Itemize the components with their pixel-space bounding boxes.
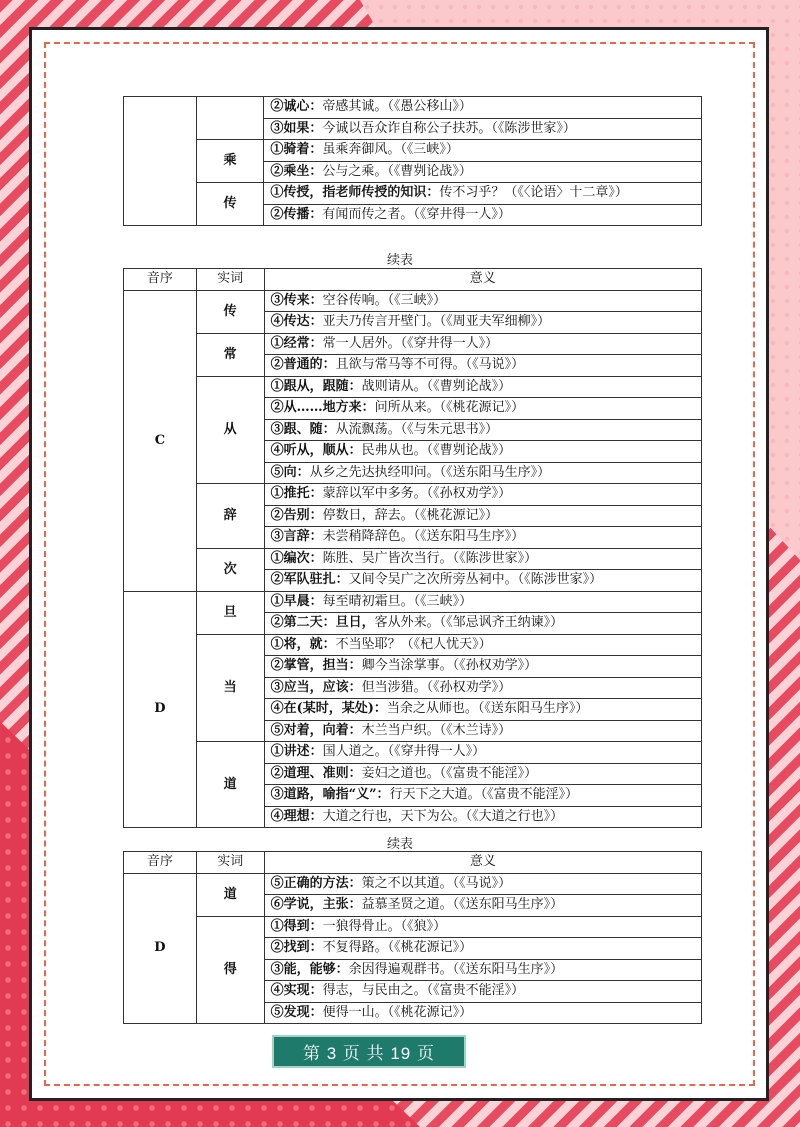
- meaning-example: 未尝稍降辞色。（《送东阳马生序》）: [322, 529, 525, 545]
- word-cell: 道: [196, 873, 264, 916]
- vocab-table-continued: [123, 96, 702, 226]
- meaning-label: ④理想：: [270, 808, 323, 824]
- meaning-cell: [264, 916, 701, 938]
- meaning-example: 陈胜、吴广皆次当行。（《陈涉世家》）: [322, 550, 538, 566]
- meaning-cell: [264, 699, 701, 721]
- meaning-label: ①推托：: [270, 486, 323, 502]
- meaning-cell: [264, 613, 701, 635]
- table-caption: 续表: [386, 837, 413, 852]
- meaning-cell: [264, 376, 701, 398]
- word-cell: 当: [196, 634, 264, 742]
- meaning-example: 当余之从师也。（《送东阳马生序》）: [386, 701, 589, 717]
- meaning-cell: [264, 505, 701, 527]
- table-row: [124, 140, 702, 162]
- meaning-label: ④传达：: [270, 314, 323, 330]
- meaning-cell: [264, 806, 701, 828]
- meaning-label: ①传授，指老师传授的知识：: [270, 185, 440, 201]
- meaning-example: 木兰当户织。（《木兰诗》）: [361, 722, 512, 738]
- meaning-label: ①早晨：: [270, 593, 323, 609]
- table-row: [124, 742, 702, 764]
- meaning-label: ④在(某时，某处)：: [270, 701, 387, 717]
- table-header-row: [124, 269, 702, 291]
- meaning-label: ⑤向：: [270, 464, 310, 480]
- meaning-cell: [264, 290, 701, 312]
- word-cell: 乘: [196, 140, 264, 183]
- meaning-label: ②告别：: [270, 507, 323, 523]
- meaning-example: 得志，与民由之。（《富贵不能淫》）: [322, 983, 525, 999]
- table-row: [124, 290, 702, 312]
- meaning-example: 大道之行也，天下为公。（《大道之行也》）: [322, 808, 564, 824]
- meaning-cell: [264, 591, 701, 613]
- meaning-label: ②军队驻扎：: [270, 572, 349, 588]
- meaning-cell: [264, 873, 701, 895]
- meaning-example: 常一人居外。（《穿井得一人》）: [322, 335, 499, 351]
- word-cell: 常: [196, 333, 264, 376]
- meaning-cell: [264, 959, 701, 981]
- meaning-example: 问所从来。（《桃花源记》）: [374, 400, 525, 416]
- meaning-cell: [264, 161, 702, 183]
- table-row: [124, 548, 702, 570]
- table-row: [124, 484, 702, 506]
- meaning-example: 今诚以吾众诈自称公子扶苏。（《陈涉世家》）: [322, 120, 576, 136]
- meaning-label: ②从……地方来：: [270, 400, 375, 416]
- meaning-cell: [264, 462, 701, 484]
- letter-cell: D: [124, 591, 197, 828]
- meaning-cell: [264, 570, 701, 592]
- meaning-example: 每至晴初霜旦。（《三峡》）: [322, 593, 473, 609]
- meaning-example: 传不习乎？（《〈论语〉十二章》）: [439, 185, 628, 201]
- meaning-example: 便得一山。（《桃花源记》）: [322, 1004, 473, 1020]
- header-shici: 实词: [196, 852, 264, 874]
- vocab-table-c-d: [123, 268, 702, 828]
- header-shici: 实词: [196, 269, 264, 291]
- meaning-cell: [264, 938, 701, 960]
- meaning-cell: [264, 720, 701, 742]
- table-row: [124, 97, 702, 119]
- meaning-label: ①编次：: [270, 550, 323, 566]
- word-cell: 辞: [196, 484, 264, 549]
- meaning-example: 行天下之大道。（《富贵不能淫》）: [389, 787, 579, 803]
- table-row: [124, 873, 702, 895]
- word-cell: 道: [196, 742, 264, 828]
- meaning-cell: [264, 548, 701, 570]
- meaning-example: 国人道之。（《穿井得一人》）: [322, 744, 486, 760]
- meaning-example: 蒙辞以军中多务。（《孙权劝学》）: [322, 486, 512, 502]
- meaning-cell: [264, 981, 701, 1003]
- meaning-cell: [264, 419, 701, 441]
- meaning-cell: [264, 204, 702, 226]
- header-yinxu: 音序: [124, 269, 197, 291]
- meaning-example: 空谷传响。（《三峡》）: [322, 292, 447, 308]
- meaning-label: ①将，就：: [270, 636, 336, 652]
- meaning-label: ③跟、随：: [270, 421, 336, 437]
- meaning-label: ⑤发现：: [270, 1004, 323, 1020]
- meaning-cell: [264, 355, 701, 377]
- meaning-cell: [264, 118, 702, 140]
- meaning-label: ①跟从，跟随：: [270, 378, 362, 394]
- letter-cell: C: [124, 290, 197, 591]
- table-caption: 续表: [386, 253, 413, 268]
- table-row: [124, 333, 702, 355]
- meaning-label: ①得到：: [270, 918, 323, 934]
- table-header-row: [124, 852, 702, 874]
- meaning-cell: [264, 97, 702, 119]
- meaning-cell: [264, 140, 702, 162]
- meaning-example: 又间令吴广之次所旁丛祠中。（《陈涉世家》）: [348, 572, 603, 588]
- meaning-example: 帝感其诚。（《愚公移山》）: [322, 99, 472, 115]
- meaning-cell: [264, 656, 701, 678]
- meaning-example: 不当坠耶？（《杞人忧天》）: [335, 636, 492, 652]
- meaning-example: 策之不以其道。（《马说》）: [361, 875, 512, 891]
- table-row: [124, 916, 702, 938]
- meaning-cell: [264, 183, 702, 205]
- table-row: [124, 591, 702, 613]
- page-number-badge: 第 3 页 共 19 页: [272, 1035, 466, 1068]
- meaning-example: 余因得遍观群书。（《送东阳马生序》）: [348, 961, 564, 977]
- meaning-label: ①讲述：: [270, 744, 323, 760]
- meaning-label: ④实现：: [270, 983, 323, 999]
- table-row: [124, 183, 702, 205]
- header-yiyi: 意义: [264, 852, 701, 874]
- meaning-example: 且欲与常马等不可得。（《马说》）: [335, 357, 525, 373]
- meaning-label: ①骑着：: [270, 142, 323, 158]
- meaning-cell: [264, 634, 701, 656]
- word-cell: 传: [196, 183, 264, 226]
- meaning-example: 但当涉猎。（《孙权劝学》）: [361, 679, 512, 695]
- meaning-example: 公与之乘。（《曹刿论战》）: [322, 163, 472, 179]
- meaning-example: 亚夫乃传言开壁门。（《周亚夫军细柳》）: [322, 314, 551, 330]
- letter-cell: D: [124, 873, 197, 1024]
- meaning-example: 从流飘荡。（《与朱元思书》）: [335, 421, 499, 437]
- meaning-cell: [264, 742, 701, 764]
- meaning-cell: [264, 785, 701, 807]
- meaning-label: ③言辞：: [270, 529, 323, 545]
- header-yiyi: 意义: [264, 269, 701, 291]
- meaning-cell: [264, 441, 701, 463]
- meaning-example: 民弗从也。（《曹刿论战》）: [361, 443, 512, 459]
- meaning-example: 有闻而传之者。（《穿井得一人》）: [322, 206, 511, 222]
- meaning-cell: [264, 895, 701, 917]
- meaning-example: 益慕圣贤之道。（《送东阳马生序》）: [361, 897, 564, 913]
- meaning-example: 妾妇之道也。（《富贵不能淫》）: [361, 765, 538, 781]
- meaning-label: ①经常：: [270, 335, 323, 351]
- word-cell: 传: [196, 290, 264, 333]
- meaning-cell: [264, 1002, 701, 1024]
- meaning-cell: [264, 484, 701, 506]
- letter-cell: [124, 97, 197, 226]
- meaning-example: 战则请从。（《曹刿论战》）: [361, 378, 512, 394]
- meaning-label: ②诚心：: [270, 99, 323, 115]
- meaning-label: ④听从，顺从：: [270, 443, 362, 459]
- word-cell: 从: [196, 376, 264, 484]
- header-yinxu: 音序: [124, 852, 197, 874]
- word-cell: 次: [196, 548, 264, 591]
- meaning-label: ③道路，喻指“义”：: [270, 787, 390, 803]
- meaning-label: ②找到：: [270, 940, 323, 956]
- meaning-label: ③能，能够：: [270, 961, 349, 977]
- meaning-example: 卿今当涂掌事。（《孙权劝学》）: [361, 658, 538, 674]
- vocab-table-d-cont: [123, 851, 702, 1024]
- meaning-example: 虽乘奔御风。（《三峡》）: [322, 142, 459, 158]
- meaning-example: 客从外来。（《邹忌讽齐王纳谏》）: [374, 615, 564, 631]
- meaning-label: ②普通的：: [270, 357, 336, 373]
- meaning-label: ⑤对着，向着：: [270, 722, 362, 738]
- meaning-label: ⑥学说，主张：: [270, 897, 362, 913]
- meaning-label: ②第二天：旦日，: [270, 615, 375, 631]
- meaning-example: 不复得路。（《桃花源记》）: [322, 940, 473, 956]
- word-cell: 旦: [196, 591, 264, 634]
- meaning-label: ②乘坐：: [270, 163, 323, 179]
- meaning-label: ②掌管，担当：: [270, 658, 362, 674]
- word-cell: 得: [196, 916, 264, 1024]
- table-row: [124, 376, 702, 398]
- meaning-example: 从乡之先达执经叩问。（《送东阳马生序》）: [309, 464, 551, 480]
- meaning-example: 停数日，辞去。（《桃花源记》）: [322, 507, 499, 523]
- meaning-label: ③如果：: [270, 120, 323, 136]
- word-cell: [196, 97, 264, 140]
- meaning-cell: [264, 527, 701, 549]
- meaning-cell: [264, 312, 701, 334]
- meaning-label: ③传来：: [270, 292, 323, 308]
- meaning-label: ③应当，应该：: [270, 679, 362, 695]
- meaning-label: ②传播：: [270, 206, 323, 222]
- meaning-cell: [264, 398, 701, 420]
- meaning-cell: [264, 333, 701, 355]
- meaning-label: ②道理、准则：: [270, 765, 362, 781]
- meaning-cell: [264, 763, 701, 785]
- meaning-cell: [264, 677, 701, 699]
- meaning-label: ⑤正确的方法：: [270, 875, 362, 891]
- table-row: [124, 634, 702, 656]
- meaning-example: 一狼得骨止。（《狼》）: [322, 918, 447, 934]
